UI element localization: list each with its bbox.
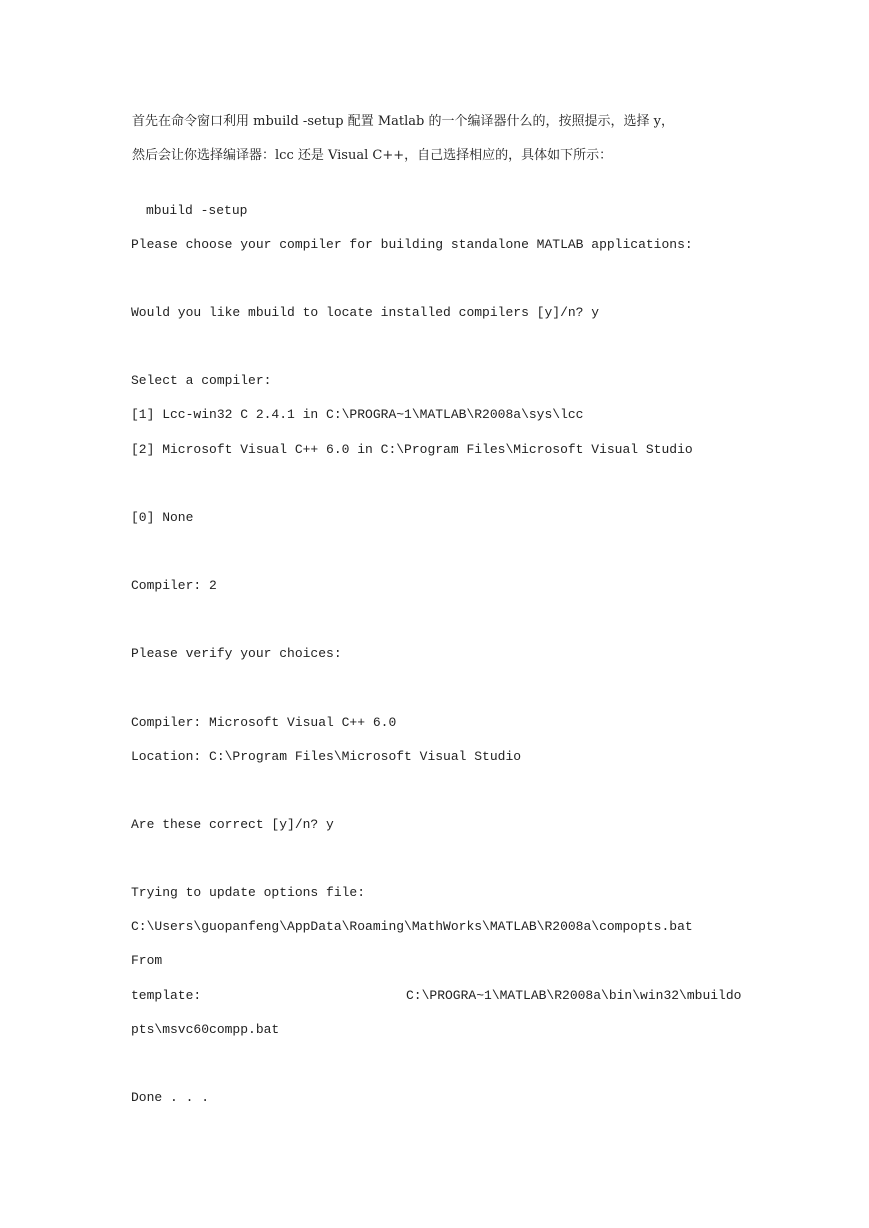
done-message: Done . . . bbox=[131, 1090, 210, 1105]
compiler-option-1: [1] Lcc-win32 C 2.4.1 in C:\PROGRA~1\MATLAB\R2008a\sys\lcc bbox=[131, 407, 584, 422]
locate-compilers-prompt: Would you like mbuild to locate installed compilers [y]/n? y bbox=[131, 305, 600, 320]
compiler-option-2: [2] Microsoft Visual C++ 6.0 in C:\Program Files\Microsoft Visual Studio bbox=[131, 442, 693, 457]
template-label: template: bbox=[131, 988, 202, 1003]
from-label: From bbox=[131, 953, 163, 968]
intro-line-2: 然后会让你选择编译器：lcc 还是 Visual C++，自己选择相应的，具体如下所示： bbox=[132, 148, 613, 163]
compiler-choice: Compiler: 2 bbox=[131, 578, 217, 593]
choose-compiler-prompt: Please choose your compiler for building standalone MATLAB applications: bbox=[131, 237, 693, 252]
template-path: C:\PROGRA~1\MATLAB\R2008a\bin\win32\mbuildo bbox=[406, 988, 742, 1003]
options-file-path: C:\Users\guopanfeng\AppData\Roaming\MathWorks\MATLAB\R2008a\compopts.bat bbox=[131, 919, 693, 934]
select-compiler-heading: Select a compiler: bbox=[131, 373, 272, 388]
compiler-option-none: [0] None bbox=[131, 510, 194, 525]
template-path-continued: pts\msvc60compp.bat bbox=[131, 1022, 280, 1037]
selected-compiler-line: Compiler: Microsoft Visual C++ 6.0 bbox=[131, 715, 397, 730]
verify-choices-prompt: Please verify your choices: bbox=[131, 646, 342, 661]
update-options-line: Trying to update options file: bbox=[131, 885, 366, 900]
confirm-prompt: Are these correct [y]/n? y bbox=[131, 817, 334, 832]
intro-line-1: 首先在命令窗口利用 mbuild -setup 配置 Matlab 的一个编译器什么的，按照提示，选择 y， bbox=[132, 114, 674, 129]
command-line: mbuild -setup bbox=[146, 203, 248, 218]
compiler-location-line: Location: C:\Program Files\Microsoft Visual Studio bbox=[131, 749, 522, 764]
